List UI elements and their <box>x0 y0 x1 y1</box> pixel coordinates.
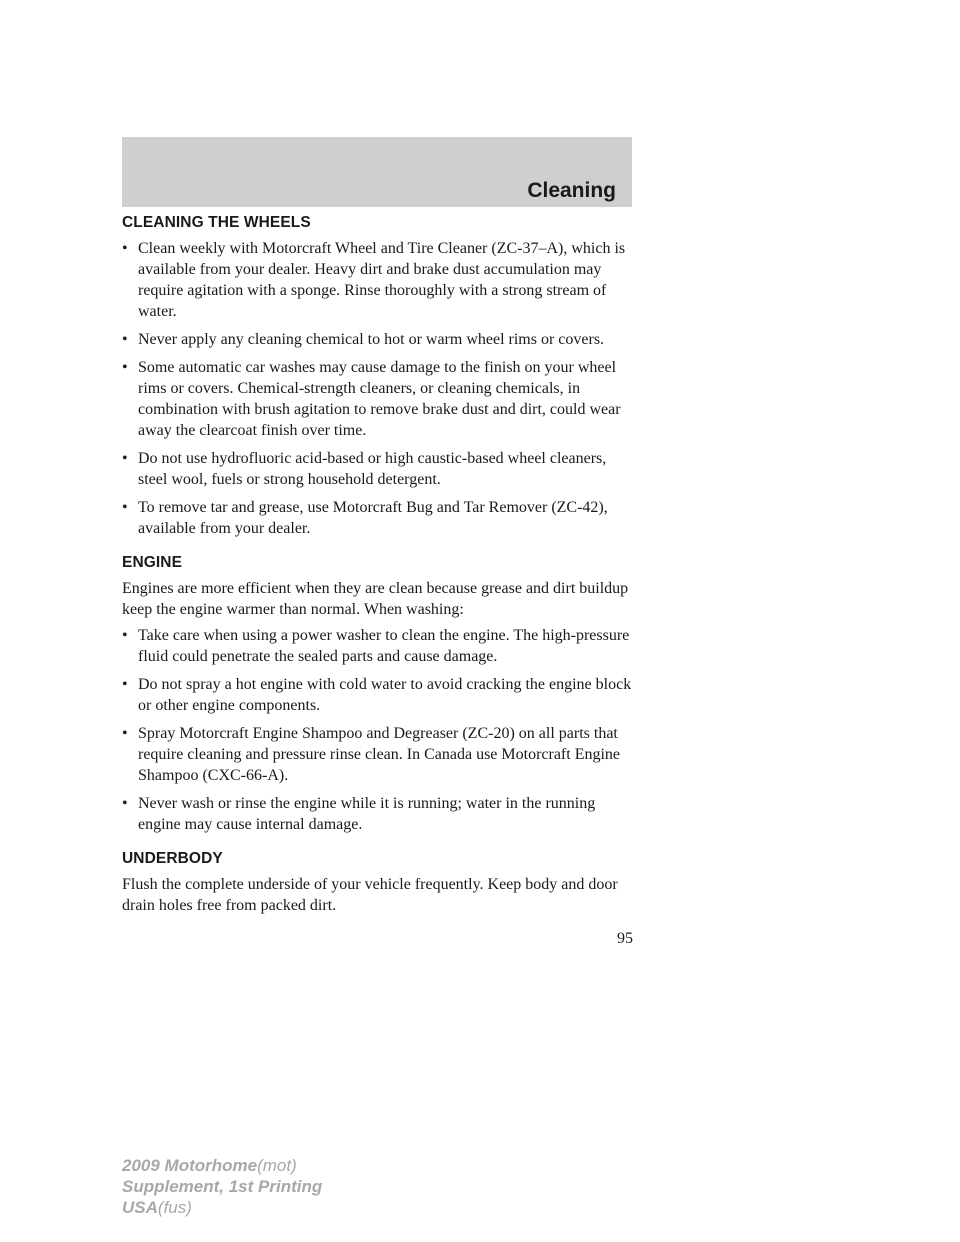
page-number: 95 <box>617 930 633 947</box>
footer-imprint <box>122 1155 322 1218</box>
footer-line-3 <box>122 1197 322 1218</box>
section-heading: UNDERBODY <box>122 850 223 867</box>
list-item <box>122 793 634 835</box>
footer-line-1 <box>122 1155 322 1176</box>
bullet-icon: • <box>122 627 128 644</box>
bullet-list <box>122 625 634 835</box>
list-item <box>122 674 634 716</box>
main-content <box>122 213 634 930</box>
list-item <box>122 723 634 786</box>
bullet-icon: • <box>122 725 128 742</box>
list-item-text: Do not spray a hot engine with cold water to avoid cracking the engine block or other engine components. <box>138 676 632 714</box>
footer-model-code: (mot) <box>257 1156 297 1175</box>
list-item-text: Do not use hydrofluoric acid-based or high caustic-based wheel cleaners, steel wool, fuels or strong household detergent. <box>138 450 607 488</box>
list-item <box>122 329 634 350</box>
bullet-icon: • <box>122 331 128 348</box>
list-item-text: Never wash or rinse the engine while it is running; water in the running engine may cause internal damage. <box>138 795 596 833</box>
section-heading: ENGINE <box>122 554 183 571</box>
list-item-text: Clean weekly with Motorcraft Wheel and Tire Cleaner (ZC-37–A), which is available from your dealer. Heavy dirt and brake dust accumulation may require agitation with a sponge. Rinse thoroughly with a strong stream of water. <box>138 240 626 320</box>
section-cleaning-the-wheels <box>122 213 634 539</box>
footer-market-code: (fus) <box>157 1198 192 1217</box>
footer-market: USA <box>122 1198 158 1217</box>
header-band <box>122 137 632 207</box>
section-heading: CLEANING THE WHEELS <box>122 214 311 231</box>
footer-line-2: Supplement, 1st Printing <box>122 1177 323 1196</box>
bullet-icon: • <box>122 795 128 812</box>
section-engine <box>122 553 634 835</box>
section-intro: Engines are more efficient when they are clean because grease and dirt buildup keep the engine warmer than normal. When washing: <box>122 580 629 618</box>
bullet-icon: • <box>122 676 128 693</box>
list-item-text: Some automatic car washes may cause damage to the finish on your wheel rims or covers. Chemical-strength cleaners, or cleaning chemicals, in combination with brush agitation to remove brake dust and dirt, could wear away the clearcoat finish over time. <box>138 359 621 439</box>
bullet-icon: • <box>122 499 128 516</box>
bullet-icon: • <box>122 359 128 376</box>
section-underbody <box>122 849 634 916</box>
list-item-text: Take care when using a power washer to clean the engine. The high-pressure fluid could penetrate the sealed parts and cause damage. <box>138 627 630 665</box>
section-intro: Flush the complete underside of your vehicle frequently. Keep body and door drain holes free from packed dirt. <box>122 876 618 914</box>
list-item <box>122 357 634 441</box>
bullet-icon: • <box>122 450 128 467</box>
list-item-text: To remove tar and grease, use Motorcraft Bug and Tar Remover (ZC-42), available from your dealer. <box>138 499 608 537</box>
list-item <box>122 497 634 539</box>
list-item-text: Never apply any cleaning chemical to hot or warm wheel rims or covers. <box>138 331 605 348</box>
list-item <box>122 238 634 322</box>
list-item-text: Spray Motorcraft Engine Shampoo and Degreaser (ZC-20) on all parts that require cleaning and pressure rinse clean. In Canada use Motorcraft Engine Shampoo (CXC-66-A). <box>138 725 621 784</box>
bullet-list <box>122 238 634 539</box>
bullet-icon: • <box>122 240 128 257</box>
footer-model: 2009 Motorhome <box>122 1156 258 1175</box>
page-title: Cleaning <box>527 179 616 202</box>
list-item <box>122 448 634 490</box>
list-item <box>122 625 634 667</box>
